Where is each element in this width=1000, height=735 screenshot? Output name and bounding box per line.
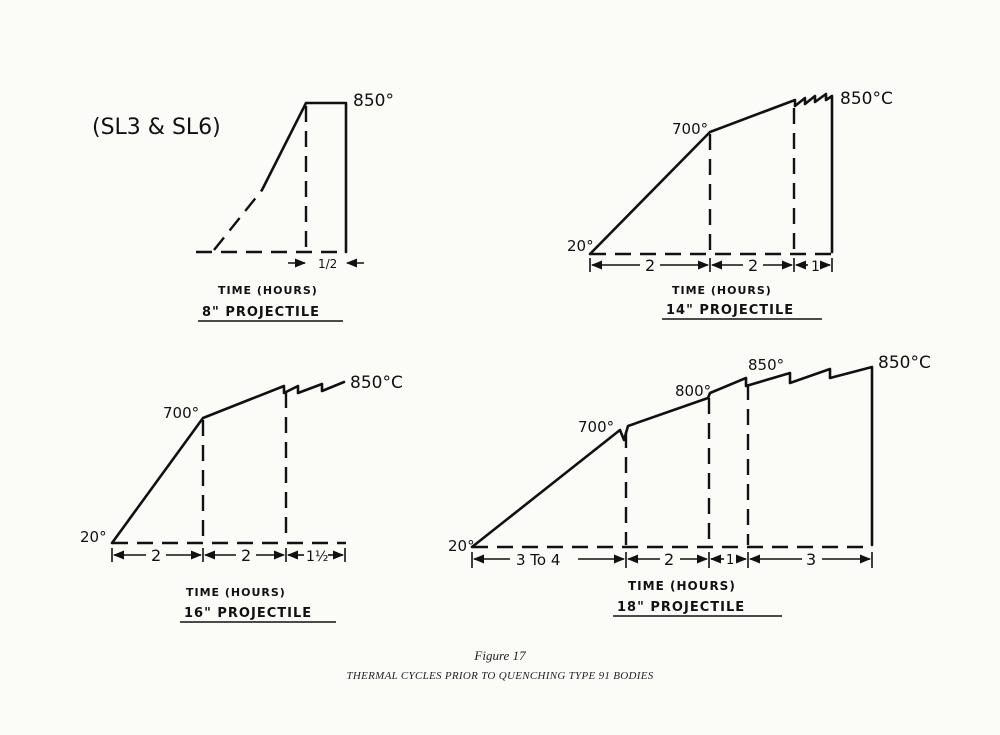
- dim-hold-label: 1/2: [318, 257, 338, 271]
- thermal-curve: [112, 382, 344, 543]
- temp-800-label: 800°: [675, 382, 712, 400]
- dim-label-1: 2: [151, 546, 162, 565]
- temp-mid-label: 700°: [163, 404, 200, 422]
- dim-label-3: 1: [726, 553, 735, 568]
- temp-end-label: 850°C: [840, 89, 893, 109]
- temp-end-label: 850°C: [350, 373, 403, 393]
- chart-title: 16" PROJECTILE: [184, 606, 313, 621]
- dim-label-3: 1½: [306, 549, 329, 565]
- chart-18-inch: [448, 353, 931, 616]
- dim-label-2: 2: [664, 550, 675, 569]
- time-axis-label: TIME (HOURS): [218, 284, 318, 297]
- dim-label-2: 2: [241, 546, 252, 565]
- temp-700-label: 700°: [578, 418, 615, 436]
- dim-label-4: 3: [806, 550, 817, 569]
- time-axis-label: TIME (HOURS): [672, 284, 772, 297]
- time-axis-label: TIME (HOURS): [628, 579, 736, 593]
- chart-title: 14" PROJECTILE: [666, 303, 795, 318]
- chart-16-inch: [80, 373, 403, 622]
- figure-number: Figure 17: [474, 648, 526, 663]
- chart-title: 8" PROJECTILE: [202, 305, 321, 320]
- dim-label-1: 2: [645, 256, 656, 275]
- dim-label-3: 1: [811, 259, 820, 275]
- chart-14-inch: [567, 89, 893, 319]
- figure-caption: THERMAL CYCLES PRIOR TO QUENCHING TYPE 91 BODIES: [346, 670, 654, 682]
- temp-top-label: 850°: [353, 91, 394, 111]
- temp-start-label: 20°: [448, 537, 475, 555]
- temp-850-label: 850°: [748, 356, 785, 374]
- dim-label-1: 3 To 4: [516, 551, 561, 569]
- temp-start-label: 20°: [567, 237, 594, 255]
- heating-ramp-dashed: [214, 190, 262, 250]
- heating-ramp: [262, 103, 346, 252]
- temp-end-label: 850°C: [878, 353, 931, 373]
- chart-title: 18" PROJECTILE: [617, 600, 746, 615]
- temp-start-label: 20°: [80, 528, 107, 546]
- thermal-curve: [472, 367, 872, 547]
- chart-8-inch: [196, 91, 394, 321]
- temp-mid-label: 700°: [672, 120, 709, 138]
- time-axis-label: TIME (HOURS): [186, 586, 286, 599]
- dim-label-2: 2: [748, 256, 759, 275]
- steel-type-note: (SL3 & SL6): [92, 115, 221, 140]
